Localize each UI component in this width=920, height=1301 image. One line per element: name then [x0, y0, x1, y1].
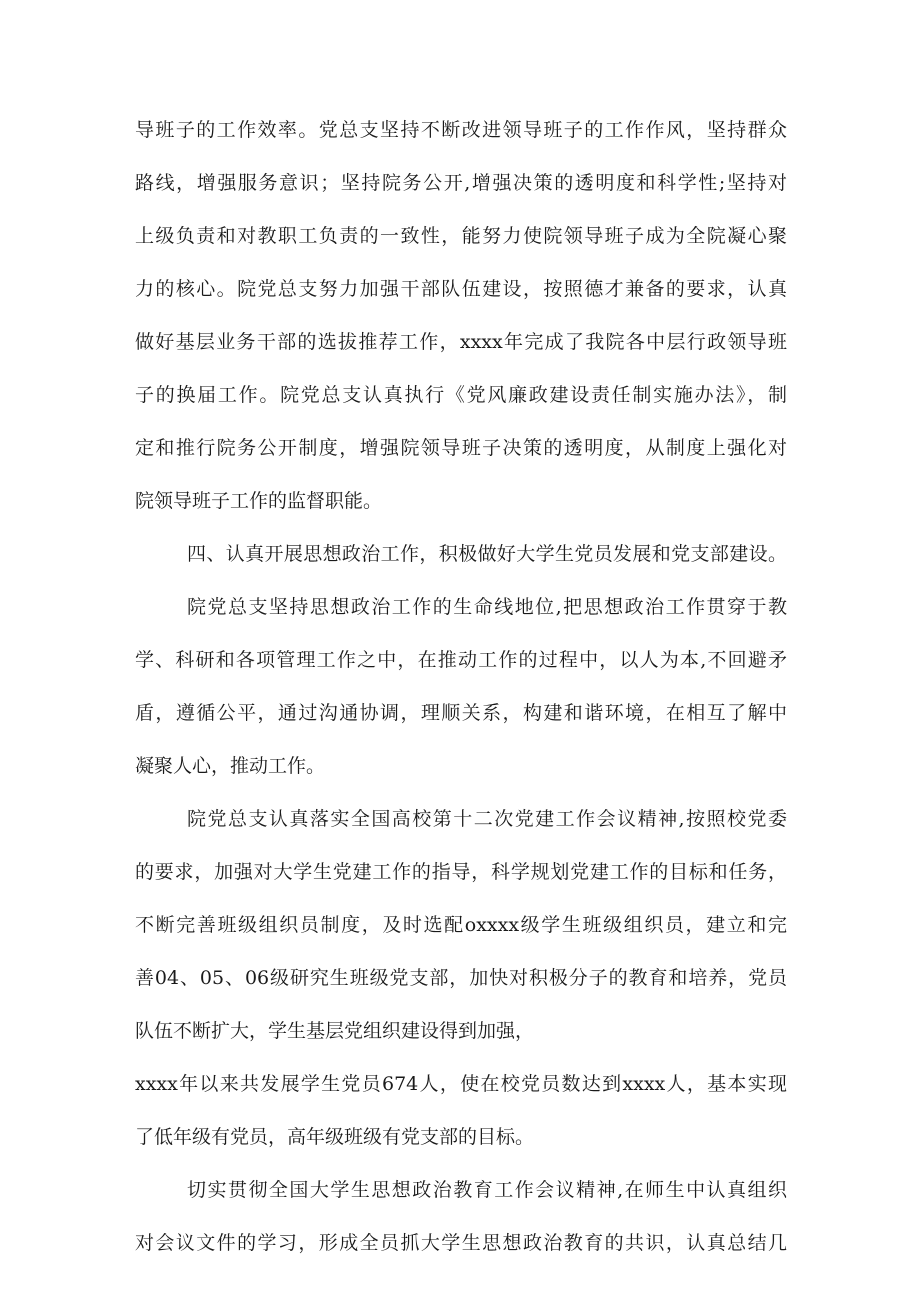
text-line: xxxx年以来共发展学生党员674人，使在校党员数达到xxxx人，基本实现: [135, 1073, 787, 1095]
text-line: 不断完善班级组织员制度，及时选配oxxxx级学生班级组织员，建立和完: [135, 914, 787, 936]
section-heading: 四、认真开展思想政治工作，积极做好大学生党员发展和党支部建设。: [187, 543, 787, 565]
text-line: 上级负责和对教职工负责的一致性，能努力使院领导班子成为全院凝心聚: [135, 225, 787, 247]
text-line: 力的核心。院党总支努力加强干部队伍建设，按照德才兼备的要求，认真: [135, 278, 787, 300]
text-line: 做好基层业务干部的选拔推荐工作，xxxx年完成了我院各中层行政领导班: [135, 331, 787, 353]
text-line: 凝聚人心，推动工作。: [135, 755, 326, 777]
text-line: 导班子的工作效率。党总支坚持不断改进领导班子的工作作风，坚持群众: [135, 119, 787, 141]
text-line: 子的换届工作。院党总支认真执行《党风廉政建设责任制实施办法》，制: [135, 384, 787, 406]
text-line: 善04、05、06级研究生班级党支部，加快对积极分子的教育和培养，党员: [135, 967, 787, 989]
text-line: 定和推行院务公开制度，增强院领导班子决策的透明度，从制度上强化对: [135, 437, 787, 459]
text-line: 的要求，加强对大学生党建工作的指导，科学规划党建工作的目标和任务，: [135, 861, 787, 883]
text-line: 队伍不断扩大，学生基层党组织建设得到加强，: [135, 1020, 535, 1042]
text-line: 切实贯彻全国大学生思想政治教育工作会议精神,在师生中认真组织: [187, 1179, 787, 1201]
text-line: 院党总支坚持思想政治工作的生命线地位,把思想政治工作贯穿于教: [187, 596, 787, 618]
text-line: 学、科研和各项管理工作之中，在推动工作的过程中，以人为本,不回避矛: [135, 649, 787, 671]
text-line: 对会议文件的学习，形成全员抓大学生思想政治教育的共识，认真总结几: [135, 1232, 787, 1254]
text-line: 院党总支认真落实全国高校第十二次党建工作会议精神,按照校党委: [187, 808, 787, 830]
text-line: 路线，增强服务意识；坚持院务公开,增强决策的透明度和科学性;坚持对: [135, 172, 787, 194]
text-line: 了低年级有党员，高年级班级有党支部的目标。: [135, 1126, 535, 1148]
text-line: 盾，遵循公平，通过沟通协调，理顺关系，构建和谐环境，在相互了解中: [135, 702, 787, 724]
text-line: 院领导班子工作的监督职能。: [135, 490, 383, 512]
